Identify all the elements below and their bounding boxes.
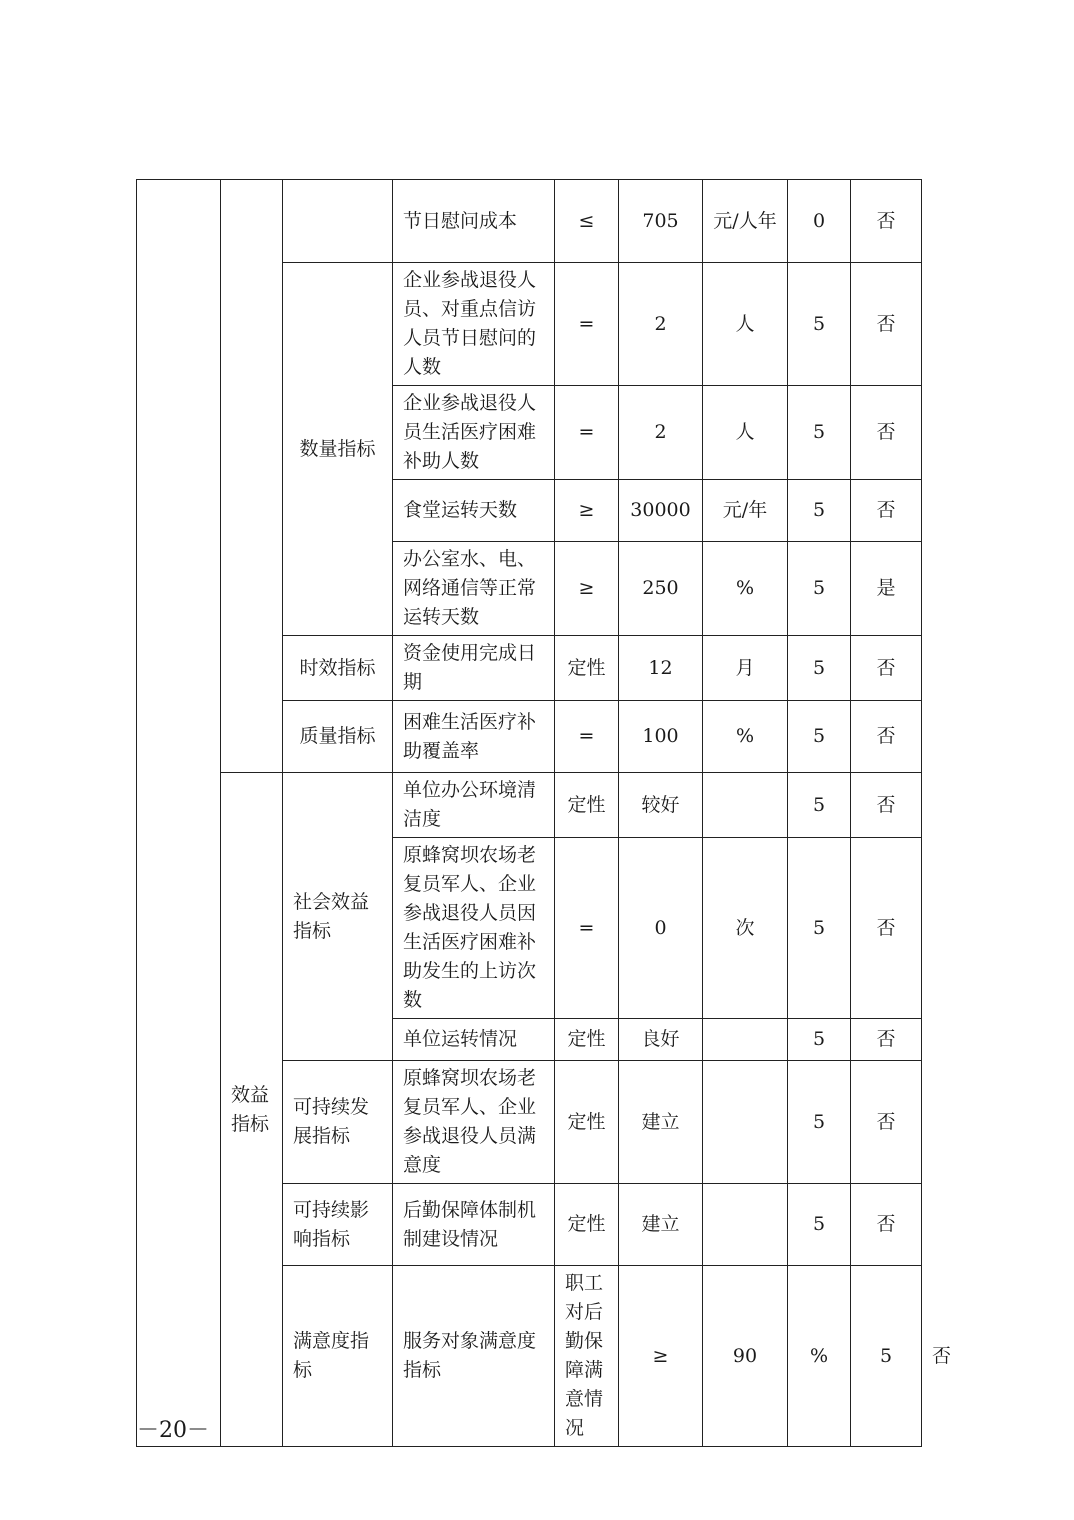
score-cell: 5 bbox=[788, 386, 851, 480]
performance-indicator-table bbox=[136, 179, 952, 1447]
score-cell: 5 bbox=[788, 636, 851, 701]
score-cell: 5 bbox=[788, 542, 851, 636]
level3-social: 社会效益指标 bbox=[283, 773, 393, 1061]
target-value: 90 bbox=[703, 1266, 788, 1447]
level3-influence: 可持续影响指标 bbox=[283, 1184, 393, 1266]
operator-cell: 定性 bbox=[555, 636, 619, 701]
unit-cell: 次 bbox=[703, 838, 788, 1019]
table-row bbox=[137, 180, 922, 263]
target-value: 250 bbox=[619, 542, 703, 636]
target-value: 30000 bbox=[619, 480, 703, 542]
core-flag-cell: 否 bbox=[851, 1019, 922, 1061]
operator-cell: 定性 bbox=[555, 1184, 619, 1266]
core-flag-cell: 否 bbox=[851, 180, 922, 263]
level3-timeliness: 时效指标 bbox=[283, 636, 393, 701]
table-row bbox=[137, 773, 922, 838]
level2-satisfaction: 满意度指标 bbox=[283, 1266, 393, 1447]
unit-cell: 人 bbox=[703, 386, 788, 480]
level3-sustainable: 可持续发展指标 bbox=[283, 1061, 393, 1184]
score-cell: 5 bbox=[788, 1019, 851, 1061]
unit-cell: 元/年 bbox=[703, 480, 788, 542]
score-cell: 0 bbox=[788, 180, 851, 263]
target-value: 良好 bbox=[619, 1019, 703, 1061]
score-cell: 5 bbox=[788, 263, 851, 386]
target-value: 12 bbox=[619, 636, 703, 701]
unit-cell bbox=[703, 1184, 788, 1266]
unit-cell: 月 bbox=[703, 636, 788, 701]
operator-cell: = bbox=[555, 263, 619, 386]
target-value: 建立 bbox=[619, 1184, 703, 1266]
target-value: 0 bbox=[619, 838, 703, 1019]
indicator-name: 节日慰问成本 bbox=[393, 180, 555, 263]
indicator-name: 单位办公环境清洁度 bbox=[393, 773, 555, 838]
score-cell: 5 bbox=[788, 701, 851, 773]
page-number: －20－ bbox=[137, 1418, 209, 1443]
level2-benefit: 效益指标 bbox=[221, 773, 283, 1447]
core-flag-cell: 是 bbox=[851, 542, 922, 636]
operator-cell: = bbox=[555, 838, 619, 1019]
indicator-name: 企业参战退役人员、对重点信访人员节日慰问的人数 bbox=[393, 263, 555, 386]
level3-cell-cost bbox=[283, 180, 393, 263]
target-value: 100 bbox=[619, 701, 703, 773]
indicator-name: 食堂运转天数 bbox=[393, 480, 555, 542]
core-flag-cell: 否 bbox=[851, 480, 922, 542]
score-cell: 5 bbox=[788, 838, 851, 1019]
level3-service: 服务对象满意度指标 bbox=[393, 1266, 555, 1447]
core-flag-cell: 否 bbox=[851, 701, 922, 773]
indicator-name: 办公室水、电、网络通信等正常运转天数 bbox=[393, 542, 555, 636]
unit-cell: % bbox=[703, 701, 788, 773]
unit-cell bbox=[703, 773, 788, 838]
level1-cell bbox=[137, 180, 221, 1447]
target-value: 建立 bbox=[619, 1061, 703, 1184]
target-value: 705 bbox=[619, 180, 703, 263]
target-value: 2 bbox=[619, 263, 703, 386]
unit-cell bbox=[703, 1019, 788, 1061]
operator-cell: ≥ bbox=[555, 480, 619, 542]
operator-cell: = bbox=[555, 386, 619, 480]
indicator-name: 企业参战退役人员生活医疗困难补助人数 bbox=[393, 386, 555, 480]
target-value: 较好 bbox=[619, 773, 703, 838]
score-cell: 5 bbox=[788, 1061, 851, 1184]
table-row: 满意度指标 服务对象满意度指标 职工对后勤保障满意情况 ≥ 90 % 5 否 bbox=[137, 1266, 922, 1447]
operator-cell: ≤ bbox=[555, 180, 619, 263]
score-cell: 5 bbox=[851, 1266, 922, 1447]
score-cell: 5 bbox=[788, 1184, 851, 1266]
core-flag-cell: 否 bbox=[851, 636, 922, 701]
level3-quantity: 数量指标 bbox=[283, 263, 393, 636]
core-flag-cell: 否 bbox=[851, 838, 922, 1019]
unit-cell: 人 bbox=[703, 263, 788, 386]
indicator-name: 后勤保障体制机制建设情况 bbox=[393, 1184, 555, 1266]
target-value: 2 bbox=[619, 386, 703, 480]
indicator-name: 职工对后勤保障满意情况 bbox=[555, 1266, 619, 1447]
score-cell: 5 bbox=[788, 480, 851, 542]
core-flag-cell: 否 bbox=[851, 263, 922, 386]
score-cell: 5 bbox=[788, 773, 851, 838]
indicator-name: 单位运转情况 bbox=[393, 1019, 555, 1061]
operator-cell: 定性 bbox=[555, 1019, 619, 1061]
core-flag-cell: 否 bbox=[851, 1061, 922, 1184]
indicator-name: 原蜂窝坝农场老复员军人、企业参战退役人员满意度 bbox=[393, 1061, 555, 1184]
operator-cell: = bbox=[555, 701, 619, 773]
indicator-name: 原蜂窝坝农场老复员军人、企业参战退役人员因生活医疗困难补助发生的上访次数 bbox=[393, 838, 555, 1019]
unit-cell: 元/人年 bbox=[703, 180, 788, 263]
indicator-name: 困难生活医疗补助覆盖率 bbox=[393, 701, 555, 773]
unit-cell bbox=[703, 1061, 788, 1184]
unit-cell: % bbox=[788, 1266, 851, 1447]
core-flag-cell: 否 bbox=[851, 773, 922, 838]
level3-quality: 质量指标 bbox=[283, 701, 393, 773]
operator-cell: ≥ bbox=[555, 542, 619, 636]
core-flag-cell: 否 bbox=[851, 386, 922, 480]
operator-cell: ≥ bbox=[619, 1266, 703, 1447]
operator-cell: 定性 bbox=[555, 1061, 619, 1184]
core-flag-cell: 否 bbox=[851, 1184, 922, 1266]
operator-cell: 定性 bbox=[555, 773, 619, 838]
level2-cell-output bbox=[221, 180, 283, 773]
indicator-name: 资金使用完成日期 bbox=[393, 636, 555, 701]
unit-cell: % bbox=[703, 542, 788, 636]
